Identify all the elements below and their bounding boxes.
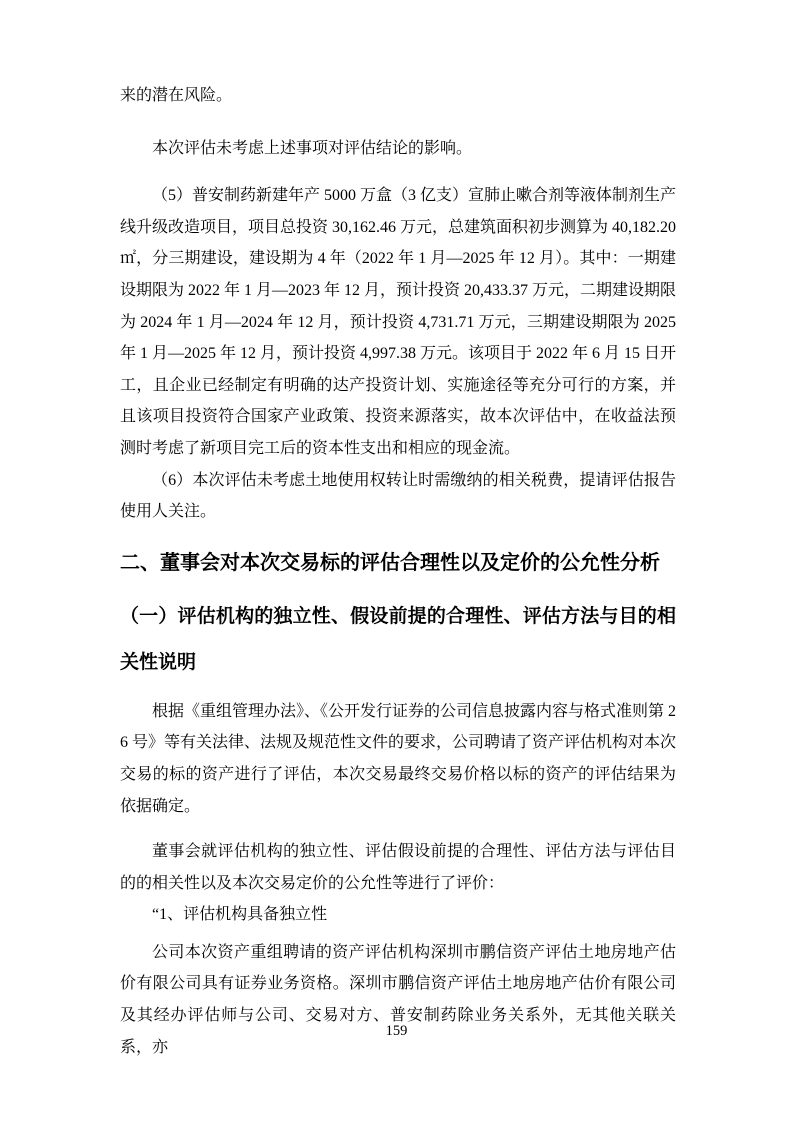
body-paragraph: 根据《重组管理办法》、《公开发行证券的公司信息披露内容与格式准则第 26 号》等有关法律、法规及规范性文件的要求，公司聘请了资产评估机构对本次交易的标的资产进行了评估，本次交易最终交易价格以标的资产的评估结果为依据确定。 xyxy=(120,702,677,815)
body-paragraph: 公司本次资产重组聘请的资产评估机构深圳市鹏信资产评估土地房地产估价有限公司具有证券业务资格。深圳市鹏信资产评估土地房地产估价有限公司及其经办评估师与公司、交易对方、普安制药除业务关系外，无其他关联关系，亦 xyxy=(120,943,676,1056)
subsection-heading: （一）评估机构的独立性、假设前提的合理性、评估方法与目的相关性说明 xyxy=(120,605,676,673)
page-number: 159 xyxy=(385,1023,408,1039)
body-paragraph-item-6: （6）本次评估未考虑土地使用权转让时需缴纳的相关税费，提请评估报告使用人关注。 xyxy=(120,471,676,521)
section-heading: 二、董事会对本次交易标的评估合理性以及定价的公允性分析 xyxy=(120,551,660,574)
body-paragraph: 董事会就评估机构的独立性、评估假设前提的合理性、评估方法与评估目的的相关性以及本次交易定价的公允性等进行了评价： xyxy=(120,843,676,892)
body-paragraph-item-5: （5）普安制药新建年产 5000 万盒（3 亿支）宣肺止嗽合剂等液体制剂生产线升级改造项目，项目总投资 30,162.46 万元，总建筑面积初步测算为 40,182.20 ㎡，分三期建设，建设期为 4 年（2022 年 1 月—2025 年 12 月）。其中：一期建设期限为 2022 年 1 月—2023 年 12 月，预计投资 20,433.37 万元，二期建设期限为 2024 年 1 月—2024 年 12 月，预计投资 4,731.71 万元，三期建设期限为 2025 年 1 月—2025 年 12 月，预计投资 4,997.38 万元。该项目于 2022 年 6 月 15 日开工，且企业已经制定有明确的达产投资计划、实施途径等充分可行的方案，并且该项目投资符合国家产业政策、投资来源落实，故本次评估中，在收益法预测时考虑了新项目完工后的资本性支出和相应的现金流。 xyxy=(120,187,677,457)
body-paragraph: 本次评估未考虑上述事项对评估结论的影响。 xyxy=(152,139,473,157)
body-paragraph-quote-start: “1、评估机构具备独立性 xyxy=(152,906,328,924)
body-paragraph-continuation: 来的潜在风险。 xyxy=(120,87,233,104)
